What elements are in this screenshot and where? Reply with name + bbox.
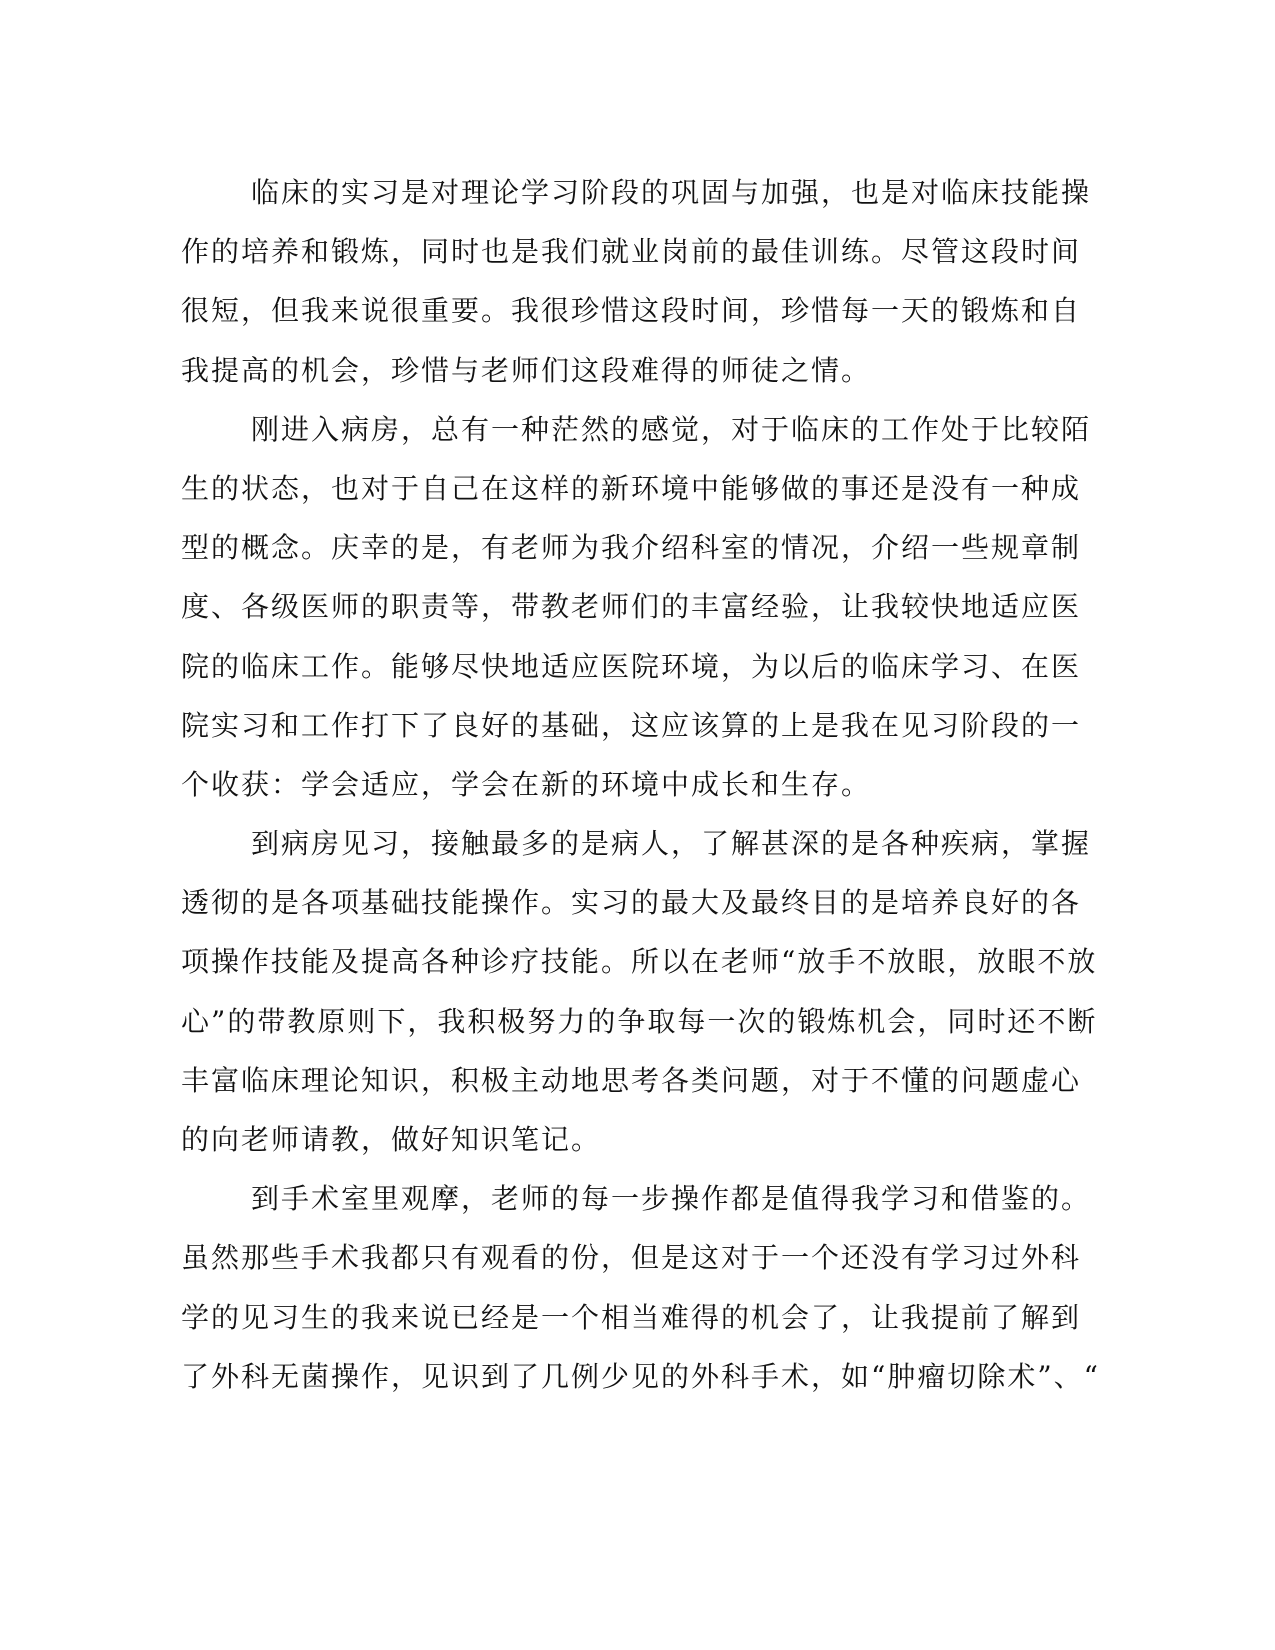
text-line: 虽然那些手术我都只有观看的份，但是这对于一个还没有学习过外科 — [181, 1241, 1082, 1275]
text-line: 项操作技能及提高各种诊疗技能。所以在老师“放手不放眼，放眼不放 — [181, 945, 1098, 979]
text-line: 学的见习生的我来说已经是一个相当难得的机会了，让我提前了解到 — [181, 1300, 1082, 1334]
text-line: 了外科无菌操作，见识到了几例少见的外科手术，如“肿瘤切除术”、“ — [181, 1359, 1100, 1393]
text-line: 我提高的机会，珍惜与老师们这段难得的师徒之情。 — [181, 353, 872, 387]
text-line: 透彻的是各项基础技能操作。实习的最大及最终目的是培养良好的各 — [181, 886, 1082, 920]
text-line: 生的状态，也对于自己在这样的新环境中能够做的事还是没有一种成 — [181, 471, 1082, 505]
text-line: 度、各级医师的职责等，带教老师们的丰富经验，让我较快地适应医 — [181, 590, 1082, 624]
text-line: 院实习和工作打下了良好的基础，这应该算的上是我在见习阶段的一 — [181, 708, 1082, 742]
text-line: 作的培养和锻炼，同时也是我们就业岗前的最佳训练。尽管这段时间 — [181, 235, 1082, 269]
text-line: 临床的实习是对理论学习阶段的巩固与加强，也是对临床技能操 — [251, 176, 1092, 209]
text-line: 个收获：学会适应，学会在新的环境中成长和生存。 — [181, 767, 872, 801]
text-line: 到手术室里观摩，老师的每一步操作都是值得我学习和借鉴的。 — [251, 1182, 1092, 1216]
text-line: 刚进入病房，总有一种茫然的感觉，对于临床的工作处于比较陌 — [251, 412, 1092, 446]
text-line: 型的概念。庆幸的是，有老师为我介绍科室的情况，介绍一些规章制 — [181, 531, 1082, 565]
text-line: 的向老师请教，做好知识笔记。 — [181, 1123, 602, 1156]
text-line: 院的临床工作。能够尽快地适应医院环境，为以后的临床学习、在医 — [181, 649, 1082, 683]
text-line: 丰富临床理论知识，积极主动地思考各类问题，对于不懂的问题虚心 — [181, 1063, 1082, 1097]
text-line: 心”的带教原则下，我积极努力的争取每一次的锻炼机会，同时还不断 — [181, 1004, 1098, 1038]
text-line: 很短，但我来说很重要。我很珍惜这段时间，珍惜每一天的锻炼和自 — [181, 294, 1082, 328]
text-line: 到病房见习，接触最多的是病人，了解甚深的是各种疾病，掌握 — [251, 827, 1092, 861]
body-text — [181, 163, 1100, 1406]
